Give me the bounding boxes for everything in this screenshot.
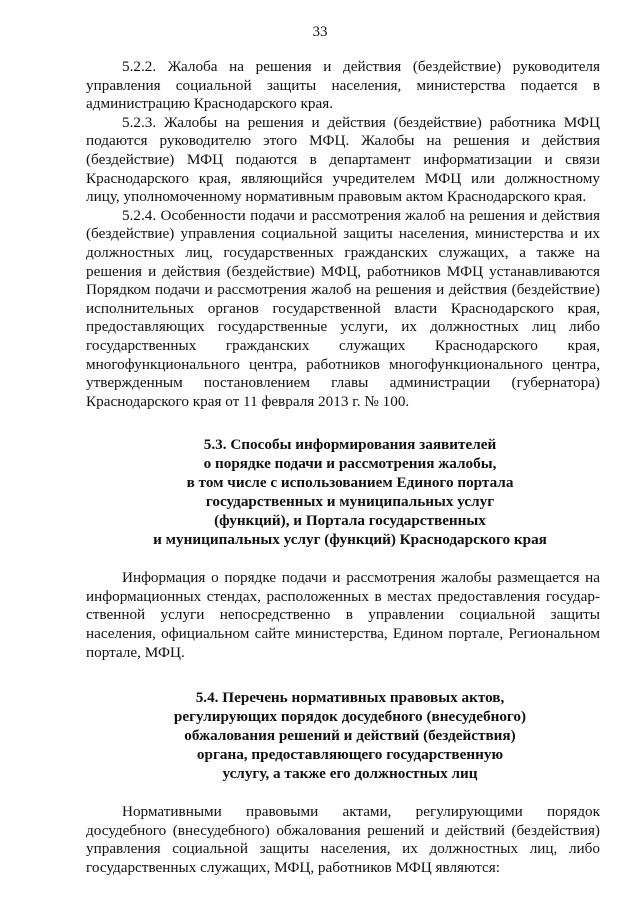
- document-body: [86, 58, 600, 878]
- paragraph-5-2-2: 5.2.2. Жалоба на решения и действия (бездействие) руководителя управления социальной защиты населения, министерства подается в администрацию Краснодарского края.: [86, 58, 600, 113]
- heading-5-4-line-4: органа, предоставляющего государственную: [196, 746, 504, 764]
- paragraph-5-4: Нормативными правовыми актами, регулирующими порядок досудебного (внесудебного) обжалования решений и действий (бездействия) управления социальной защиты населения, их должностных лиц, либо государственных служащих, МФЦ, работников МФЦ являются:: [86, 803, 600, 877]
- paragraph-5-2-4: 5.2.4. Особенности подачи и рассмотрения жалоб на решения и действия (бездействие) управления социальной защиты населения, министерства и их должностных лиц, государственных гражданских служащих, а также на решения и действия (бездействие) МФЦ, работников МФЦ устанавливаются Порядком подачи и рассмотрения жалоб на решения и действия (бездействие) исполнительных органов государственной власти Краснодарского края, предоставляющих государственные услуги, их должностных лиц либо государственных гражданских служащих Краснодарского края, многофункционального центра, работников многофункционального центра, утвержденным постановлением главы администрации (губернатора) Краснодарского края от 11 февраля 2013 г. № 100.: [86, 206, 600, 410]
- heading-5-3-line-2: о порядке подачи и рассмотрения жалобы,: [203, 455, 497, 473]
- page-number: 33: [312, 24, 328, 40]
- heading-5-4-line-2: регулирующих порядок досудебного (внесудебного): [173, 708, 527, 726]
- heading-5-3-line-6: и муниципальных услуг (функций) Краснодарского края: [153, 531, 547, 549]
- paragraph-5-3: Информация о порядке подачи и рассмотрения жалобы размещается на информационных стендах, расположенных в местах предоставления государственной услуги непосредственно в управлении социальной защиты населения, официальном сайте министерства, Едином портале, Региональном портале, МФЦ.: [86, 569, 600, 661]
- heading-5-4-line-1: 5.4. Перечень нормативных правовых актов,: [195, 689, 505, 707]
- heading-5-3-line-3: в том числе с использованием Единого портала: [186, 474, 514, 492]
- section-heading-5-4: [86, 688, 600, 783]
- heading-5-4-line-3: обжалования решений и действий (бездействия): [184, 727, 516, 745]
- heading-5-3-line-4: государственных и муниципальных услуг: [205, 493, 495, 511]
- heading-5-3-line-5: (функций), и Портала государственных: [214, 512, 486, 530]
- section-heading-5-3: [86, 435, 600, 549]
- heading-5-4-line-5: услугу, а также его должностных лиц: [222, 765, 478, 783]
- paragraph-5-2-3: 5.2.3. Жалобы на решения и действия (бездействие) работника МФЦ подаются руководителю этого МФЦ. Жалобы на решения и действия (бездействие) МФЦ подаются в департамент информатизации и связи Краснодарского края, являющийся учредителем МФЦ или должностному лицу, уполномоченному нормативным правовым актом Краснодарского края.: [86, 113, 600, 206]
- heading-5-3-line-1: 5.3. Способы информирования заявителей: [203, 436, 497, 454]
